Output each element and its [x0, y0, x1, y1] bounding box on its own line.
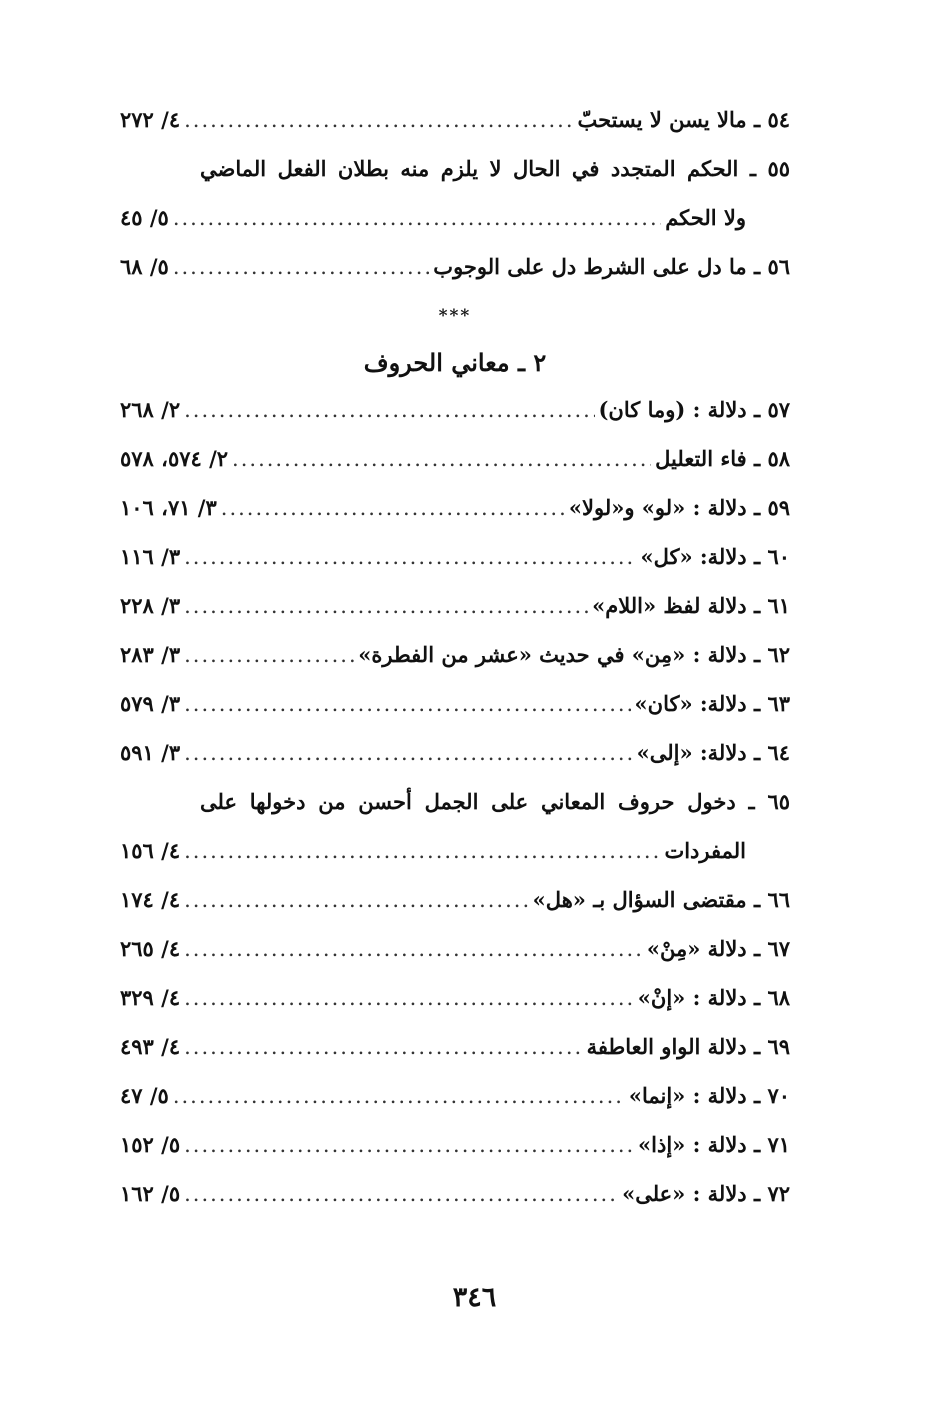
dot-leader [184, 533, 636, 582]
entry-title: ٥٦ ـ ما دل على الشرط دل على الوجوب [433, 254, 790, 279]
index-entry-71 [120, 1120, 790, 1169]
entry-title: ٦١ ـ دلالة لفظ «اللام» [592, 593, 790, 618]
entry-title: ٥٧ ـ دلالة : (وما كان) [598, 397, 790, 422]
dot-leader [184, 96, 573, 145]
entry-reference: ٣/ ٥٧٩ [120, 691, 181, 716]
entry-reference: ٥/ ٤٥ [120, 205, 169, 230]
index-entry-69 [120, 1022, 790, 1071]
entry-reference: ٥/ ١٥٢ [120, 1132, 181, 1157]
index-entry-60 [120, 532, 790, 581]
index-entry-61 [120, 581, 790, 630]
entry-title: ٦٧ ـ دلالة «مِنْ» [646, 936, 790, 961]
dot-leader [184, 1170, 618, 1219]
dot-leader [184, 974, 634, 1023]
index-entry-54 [120, 95, 790, 144]
index-entry-67 [120, 924, 790, 973]
dot-leader [184, 386, 594, 435]
entry-title: ٧٢ ـ دلالة : «على» [622, 1181, 790, 1206]
entry-title-line1: ٦٥ ـ دخول حروف المعاني على الجمل أحسن من دخولها على [200, 789, 790, 814]
entry-reference: ٤/ ١٧٤ [120, 887, 181, 912]
index-entry-66 [120, 875, 790, 924]
section-separator: *** [438, 306, 472, 326]
entry-title: ولا الحكم [665, 205, 746, 230]
index-entry-65 [120, 777, 790, 875]
entry-reference: ٣/ ٥٩١ [120, 740, 181, 765]
dot-leader [184, 631, 354, 680]
entry-title: ٦٢ ـ دلالة : «مِن» في حديث «عشر من الفطرة» [358, 642, 790, 667]
index-entry-68 [120, 973, 790, 1022]
entry-reference: ٣/ ٧١، ١٠٦ [120, 495, 217, 520]
entry-reference: ٤/ ٢٧٢ [120, 107, 181, 132]
page-number: ٣٤٦ [452, 1282, 497, 1313]
entry-reference: ٥/ ٤٧ [120, 1083, 169, 1108]
dot-leader [173, 194, 661, 243]
entry-title: ٧١ ـ دلالة : «إذا» [638, 1132, 790, 1157]
entry-title: ٧٠ ـ دلالة : «إنما» [628, 1083, 790, 1108]
entry-reference: ٤/ ٤٩٣ [120, 1034, 181, 1059]
index-entry-58 [120, 434, 790, 483]
entry-reference: ٥/ ٦٨ [120, 254, 169, 279]
dot-leader [221, 484, 565, 533]
index-entry-56 [120, 242, 790, 291]
entry-title: المفردات [664, 838, 746, 863]
entry-title: ٦٣ ـ دلالة: «كان» [634, 691, 790, 716]
index-page [120, 95, 790, 1218]
dot-leader [184, 1023, 583, 1072]
index-entry-70 [120, 1071, 790, 1120]
dot-leader [173, 243, 429, 292]
entry-title: ٦٦ ـ مقتضى السؤال بـ «هل» [532, 887, 790, 912]
entry-reference: ٢/ ٥٧٤، ٥٧٨ [120, 446, 229, 471]
dot-leader [184, 729, 633, 778]
dot-leader [184, 582, 588, 631]
entry-title-line1: ٥٥ ـ الحكم المتجدد في الحال لا يلزم منه بطلان الفعل الماضي [200, 156, 790, 181]
entry-title: ٦٩ ـ دلالة الواو العاطفة [586, 1034, 790, 1059]
index-entry-62 [120, 630, 790, 679]
dot-leader [184, 876, 529, 925]
index-entry-72 [120, 1169, 790, 1218]
dot-leader [184, 1121, 634, 1170]
entry-reference: ٢/ ٢٦٨ [120, 397, 181, 422]
entry-reference: ٤/ ٣٢٩ [120, 985, 181, 1010]
entry-title: ٦٤ ـ دلالة: «إلى» [636, 740, 790, 765]
index-entry-63 [120, 679, 790, 728]
dot-leader [184, 925, 643, 974]
entry-title: ٥٨ ـ فاء التعليل [655, 446, 790, 471]
entry-reference: ٣/ ٢٨٣ [120, 642, 181, 667]
section-heading: ٢ ـ معاني الحروف [363, 348, 547, 377]
entry-title: ٦٠ ـ دلالة: «كل» [640, 544, 790, 569]
entry-reference: ٤/ ١٥٦ [120, 838, 181, 863]
index-entry-59 [120, 483, 790, 532]
index-entry-57 [120, 385, 790, 434]
dot-leader [173, 1072, 625, 1121]
entry-title: ٥٩ ـ دلالة : «لو» و«لولا» [568, 495, 790, 520]
entry-reference: ٤/ ٢٦٥ [120, 936, 181, 961]
index-entry-55 [120, 144, 790, 242]
dot-leader [184, 680, 630, 729]
index-entry-64 [120, 728, 790, 777]
entry-reference: ٣/ ١١٦ [120, 544, 181, 569]
dot-leader [184, 827, 660, 876]
entry-reference: ٥/ ١٦٢ [120, 1181, 181, 1206]
entry-reference: ٣/ ٢٢٨ [120, 593, 181, 618]
entry-title: ٦٨ ـ دلالة : «إنْ» [637, 985, 790, 1010]
entry-title: ٥٤ ـ مالا يسن لا يستحبّ [577, 107, 790, 132]
dot-leader [232, 435, 651, 484]
